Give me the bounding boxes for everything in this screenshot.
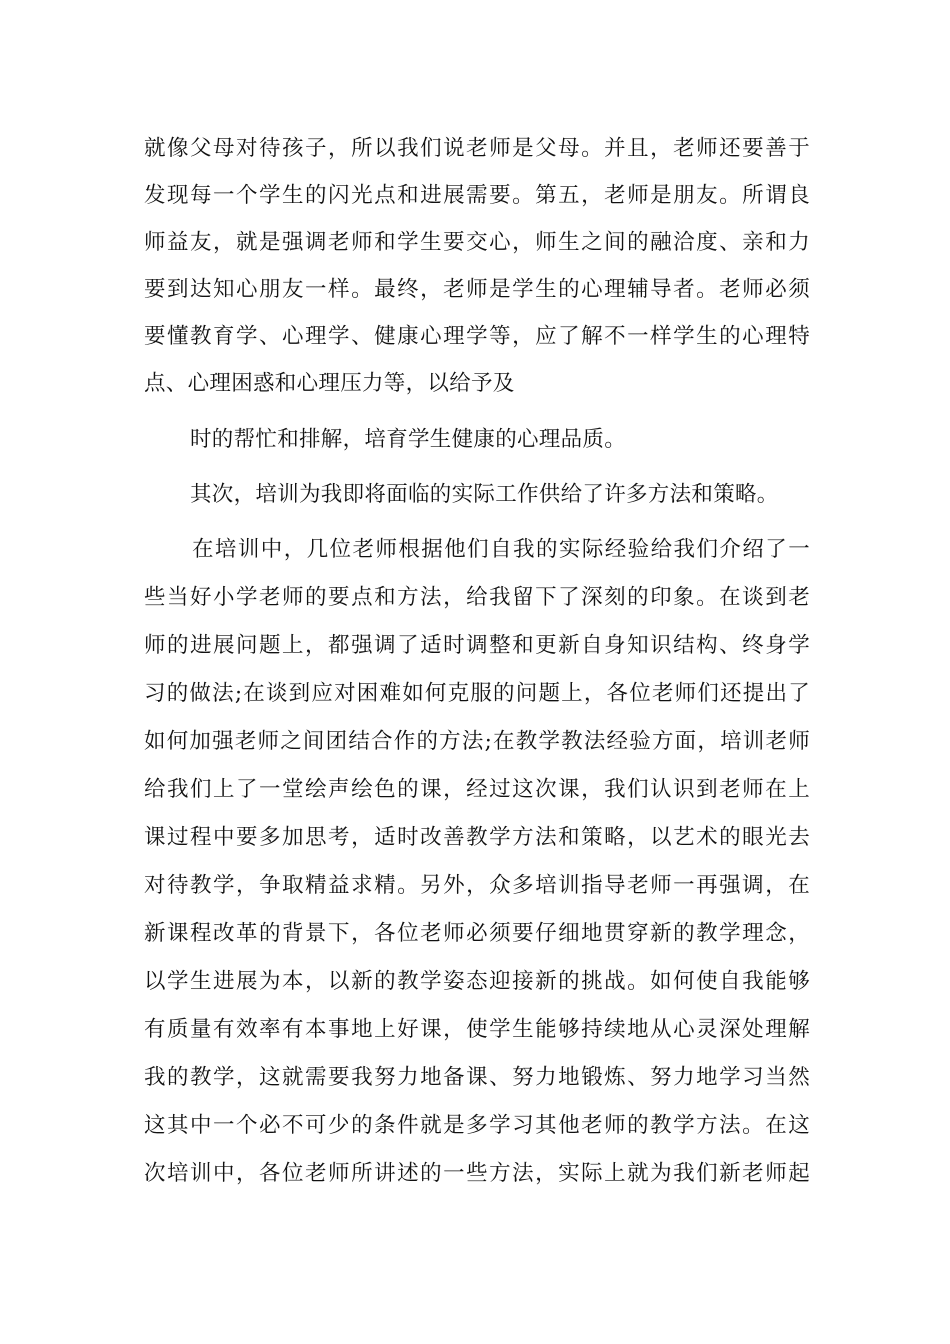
text-line-2: 发现每一个学生的闪光点和进展需要。第五，老师是朋友。所谓良: [144, 183, 810, 208]
text-line-15: 课过程中要多加思考，适时改善教学方法和策略，以艺术的眼光去: [144, 825, 810, 850]
text-line-10: 些当好小学老师的要点和方法，给我留下了深刻的印象。在谈到老: [144, 585, 810, 610]
text-line-8: 其次，培训为我即将面临的实际工作供给了许多方法和策略。: [190, 482, 779, 507]
text-line-22: 次培训中，各位老师所讲述的一些方法，实际上就为我们新老师起: [144, 1161, 810, 1186]
text-line-17: 新课程改革的背景下，各位老师必须要仔细地贯穿新的教学理念，: [144, 921, 810, 946]
text-line-4: 要到达知心朋友一样。最终，老师是学生的心理辅导者。老师必须: [144, 277, 810, 302]
text-line-11: 师的进展问题上，都强调了适时调整和更新自身知识结构、终身学: [144, 633, 810, 658]
text-line-12: 习的做法;在谈到应对困难如何克服的问题上，各位老师们还提出了: [144, 681, 810, 706]
text-line-7: 时的帮忙和排解，培育学生健康的心理品质。: [190, 427, 627, 452]
text-line-9: 在培训中，几位老师根据他们自我的实际经验给我们介绍了一: [192, 537, 810, 562]
text-line-13: 如何加强老师之间团结合作的方法;在教学教法经验方面，培训老师: [144, 729, 810, 754]
text-line-14: 给我们上了一堂绘声绘色的课，经过这次课，我们认识到老师在上: [144, 777, 810, 802]
text-line-3: 师益友，就是强调老师和学生要交心，师生之间的融洽度、亲和力: [144, 230, 810, 255]
text-line-5: 要懂教育学、心理学、健康心理学等，应了解不一样学生的心理特: [144, 324, 810, 349]
text-line-21: 这其中一个必不可少的条件就是多学习其他老师的教学方法。在这: [144, 1113, 810, 1138]
text-line-18: 以学生进展为本，以新的教学姿态迎接新的挑战。如何使自我能够: [144, 969, 810, 994]
text-line-19: 有质量有效率有本事地上好课，使学生能够持续地从心灵深处理解: [144, 1017, 810, 1042]
text-line-20: 我的教学，这就需要我努力地备课、努力地锻炼、努力地学习当然: [144, 1065, 810, 1090]
text-line-6: 点、心理困惑和心理压力等，以给予及: [144, 371, 515, 396]
text-line-16: 对待教学，争取精益求精。另外，众多培训指导老师一再强调，在: [144, 873, 810, 898]
text-line-1: 就像父母对待孩子，所以我们说老师是父母。并且，老师还要善于: [144, 136, 810, 161]
